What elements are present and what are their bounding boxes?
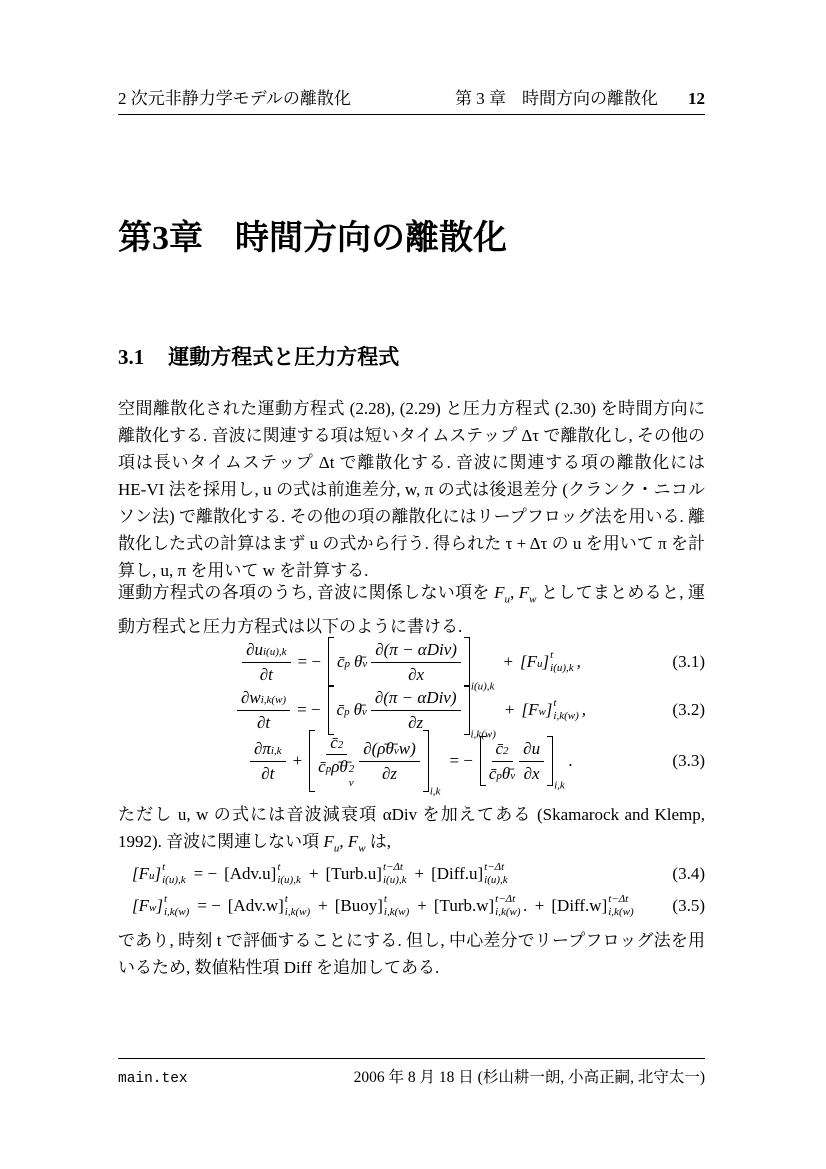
- section-heading: [118, 341, 705, 371]
- fraction: $\frac{\partial u}{\partial x}$: [519, 738, 544, 784]
- fraction: ∂w i,k(w) ∂t: [237, 687, 290, 733]
- right-bracket-icon: [464, 637, 470, 687]
- equation-block-2: [118, 858, 705, 922]
- equation-3-2: ∂w i,k(w) ∂t = − c̄ p θ̄ v $\frac{\text{∂(π − αDiv)}}{\partial z}$ i,k(w) + [F w ] t i,k(w) , (3.2): [118, 686, 705, 734]
- footer-filename: main.tex: [118, 1071, 188, 1087]
- left-bracket-icon: [328, 685, 334, 735]
- equation-number: (3.5): [672, 896, 705, 915]
- bracket-group: c̄ p θ̄ v $\frac{\text{∂(π − αDiv)}}{\partial z}$ i,k(w): [328, 685, 498, 735]
- header-right: [455, 84, 705, 109]
- left-bracket-icon: [480, 736, 486, 786]
- paragraph-1: 空間離散化された運動方程式 (2.28), (2.29) と圧力方程式 (2.30) を時間方向に離散化する. 音波に関連する項は短いタイムステップ Δτ で離散化し, その他の項は長いタイムステップ Δt で離散化する. 音波に関連する項の離散化には HE-VI 法を採用し, u の式は前進差分, w, π の式は後退差分 (クランク・ニコルソン法) で離散化する. その他の項の離散化にはリープフロッグ法を用いる. 離散化した式の計算はまず u の式から行う. 得られた τ + Δτ の u を用いて π を計算し, u, π を用いて w を計算する.: [118, 399, 705, 580]
- paragraph-4: であり, 時刻 t で評価することにする. 但し, 中心差分でリープフロッグ法を用いるため, 数値粘性項 Diff を追加してある.: [118, 931, 705, 977]
- left-bracket-icon: [309, 730, 315, 792]
- header-left-title: 2 次元非静力学モデルの離散化: [118, 89, 351, 108]
- equation-number: (3.1): [672, 652, 705, 671]
- equation-number: (3.3): [672, 751, 705, 770]
- equation-block-1: [118, 638, 705, 798]
- fraction: ∂(ρ̄ θ̄ v w) ∂z: [359, 738, 419, 784]
- chapter-label: 第3章: [118, 220, 203, 257]
- right-bracket-icon: [547, 736, 553, 786]
- equation-number: (3.4): [672, 864, 705, 883]
- fraction: ∂π i,k ∂t: [250, 738, 286, 784]
- page-number: 12: [688, 89, 705, 108]
- paragraph-3: ただし u, w の式には音波減衰項 αDiv を加えてある (Skamarock and Klemp, 1992). 音波に関連しない項 $F_u$, $F_w$ は,: [118, 805, 705, 855]
- section-label: 3.1: [118, 345, 145, 369]
- bracket-group: c̄ 2 c̄ p θ̄ v $\frac{\partial u}{\partial x}$ i,k: [480, 736, 567, 786]
- fraction: ∂u i(u),k ∂t: [242, 639, 290, 685]
- bracket-group: c̄ p θ̄ v $\frac{\text{∂(π − αDiv)}}{\partial x}$ i(u),k: [328, 637, 497, 687]
- page-footer: [118, 1058, 705, 1087]
- chapter-heading: [118, 210, 705, 259]
- fraction: $\frac{\text{∂(π − αDiv)}}{\partial x}$: [371, 639, 461, 685]
- fraction: c̄ 2 c̄ p θ̄ v: [488, 739, 516, 783]
- right-bracket-icon: [423, 730, 429, 792]
- footer-date-authors: 2006 年 8 月 18 日 (杉山耕一朗, 小高正嗣, 北守太一): [353, 1069, 705, 1086]
- header-chapter-title: 時間方向の離散化: [522, 89, 658, 108]
- equation-3-3: ∂π i,k ∂t + c̄ 2 c̄ p ρ̄ θ̄ 2 v ∂(ρ̄ θ̄ v w) ∂z i,k = − c̄ 2 c̄ p θ̄ v $\frac{\partial u}{\partial x}$ i,k . (3.3): [118, 734, 705, 788]
- fraction: $\frac{\text{∂(π − αDiv)}}{\partial z}$: [371, 687, 461, 733]
- bracket-group: c̄ 2 c̄ p ρ̄ θ̄ 2 v ∂(ρ̄ θ̄ v w) ∂z i,k: [309, 730, 442, 792]
- section-title: 運動方程式と圧力方程式: [168, 345, 400, 369]
- left-bracket-icon: [328, 637, 334, 687]
- fraction: c̄ 2 c̄ p ρ̄ θ̄ 2 v: [318, 733, 355, 789]
- chapter-title: 時間方向の離散化: [235, 220, 507, 257]
- equation-3-1: ∂u i(u),k ∂t = − c̄ p θ̄ v $\frac{\text{∂(π − αDiv)}}{\partial x}$ i(u),k + [F u ] t i(u),k , (3.1): [118, 638, 705, 686]
- paragraph-2: 運動方程式の各項のうち, 音波に関係しない項を $F_u$, $F_w$ としてまとめると, 運動方程式と圧力方程式は以下のように書ける.: [118, 583, 706, 637]
- equation-3-5: [F w ] t i,k(w) = − [Adv.w] t i,k(w) + [Buoy] t i,k(w) + [Turb.w] t−Δt i,k(w) . + [Diff.w] t−Δt i,k(w) (3.5): [132, 892, 705, 918]
- equation-number: (3.2): [672, 700, 705, 719]
- header-chapter-number: 第 3 章: [455, 89, 506, 108]
- right-bracket-icon: [464, 685, 470, 735]
- equation-3-4: [F u ] t i(u),k = − [Adv.u] t i(u),k + [Turb.u] t−Δt i(u),k + [Diff.u] t−Δt i(u),k (3.4): [132, 860, 705, 886]
- page-header: [118, 84, 705, 115]
